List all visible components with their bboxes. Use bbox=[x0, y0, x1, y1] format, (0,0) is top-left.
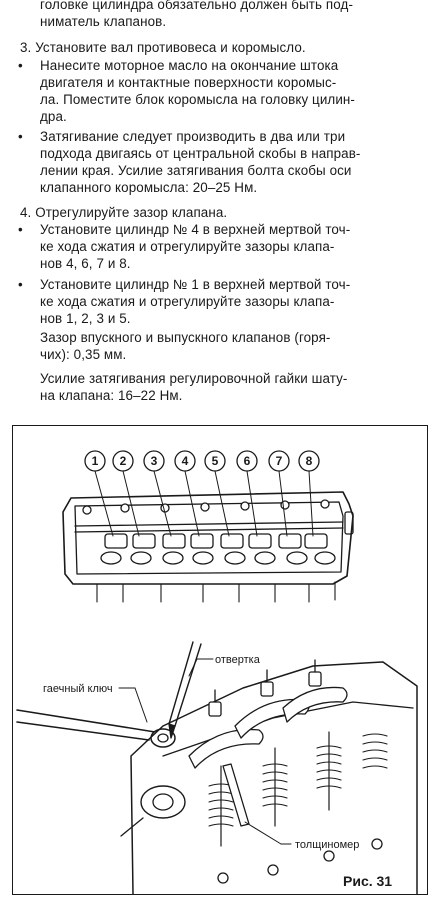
bullet: • bbox=[18, 58, 23, 73]
callout-label: 5 bbox=[211, 454, 219, 468]
bullet: • bbox=[18, 222, 23, 237]
text-line: Установите цилиндр № 4 в верхней мертвой точ- bbox=[40, 222, 351, 237]
text-line: Зазор впускного и выпускного клапанов (горя- bbox=[40, 330, 331, 345]
text-line: головке цилиндра обязательно должен быть под- bbox=[40, 0, 354, 12]
step-heading: 3. Установите вал противовеса и коромысло. bbox=[20, 40, 306, 55]
text-line: Нанесите моторное масло на окончание штока bbox=[40, 58, 339, 73]
bullet: • bbox=[18, 277, 23, 292]
text-line: Установите цилиндр № 1 в верхней мертвой точ- bbox=[40, 277, 351, 292]
text-line: Затягивание следует производить в два или три bbox=[40, 129, 346, 144]
text-line: ниматель клапанов. bbox=[40, 14, 167, 29]
text-line: ке хода сжатия и отрегулируйте зазоры клапа- bbox=[40, 239, 335, 254]
callout-label: 2 bbox=[119, 454, 127, 468]
text-line: лении края. Усилие затягивания болта скобы оси bbox=[40, 163, 352, 178]
text-line: на клапана: 16–22 Нм. bbox=[40, 388, 183, 403]
callout-label: 6 bbox=[243, 454, 251, 468]
callout-label: 7 bbox=[275, 454, 283, 468]
text-line: дра. bbox=[40, 109, 67, 124]
text-line: ла. Поместите блок коромысла на головку цилин- bbox=[40, 92, 355, 107]
callout-label: 1 bbox=[91, 454, 99, 468]
text-line: чих): 0,35 мм. bbox=[40, 347, 127, 362]
figure-caption: Рис. 31 bbox=[343, 873, 393, 889]
step-heading: 4. Отрегулируйте зазор клапана. bbox=[20, 205, 228, 220]
label-wrench: гаечный ключ bbox=[43, 683, 113, 695]
text-line: нов 4, 6, 7 и 8. bbox=[40, 256, 131, 271]
figure-31 bbox=[12, 425, 428, 895]
callout-label: 8 bbox=[305, 454, 313, 468]
text-line: двигателя и контактные поверхности коромыс- bbox=[40, 75, 337, 90]
text-line: клапанного коромысла: 20–25 Нм. bbox=[40, 180, 258, 195]
callout-label: 3 bbox=[150, 454, 158, 468]
callout-label: 4 bbox=[181, 454, 189, 468]
label-feeler-gauge: толщиномер bbox=[295, 839, 360, 851]
text-line: Усилие затягивания регулировочной гайки шату- bbox=[40, 371, 348, 386]
text-line: нов 1, 2, 3 и 5. bbox=[40, 311, 131, 326]
engine-illustration bbox=[13, 426, 429, 896]
label-screwdriver: отвертка bbox=[215, 654, 260, 666]
text-line: ке хода сжатия и отрегулируйте зазоры клапа- bbox=[40, 294, 335, 309]
bullet: • bbox=[18, 129, 23, 144]
text-line: подхода двигаясь от центральной скобы в направ- bbox=[40, 146, 361, 161]
